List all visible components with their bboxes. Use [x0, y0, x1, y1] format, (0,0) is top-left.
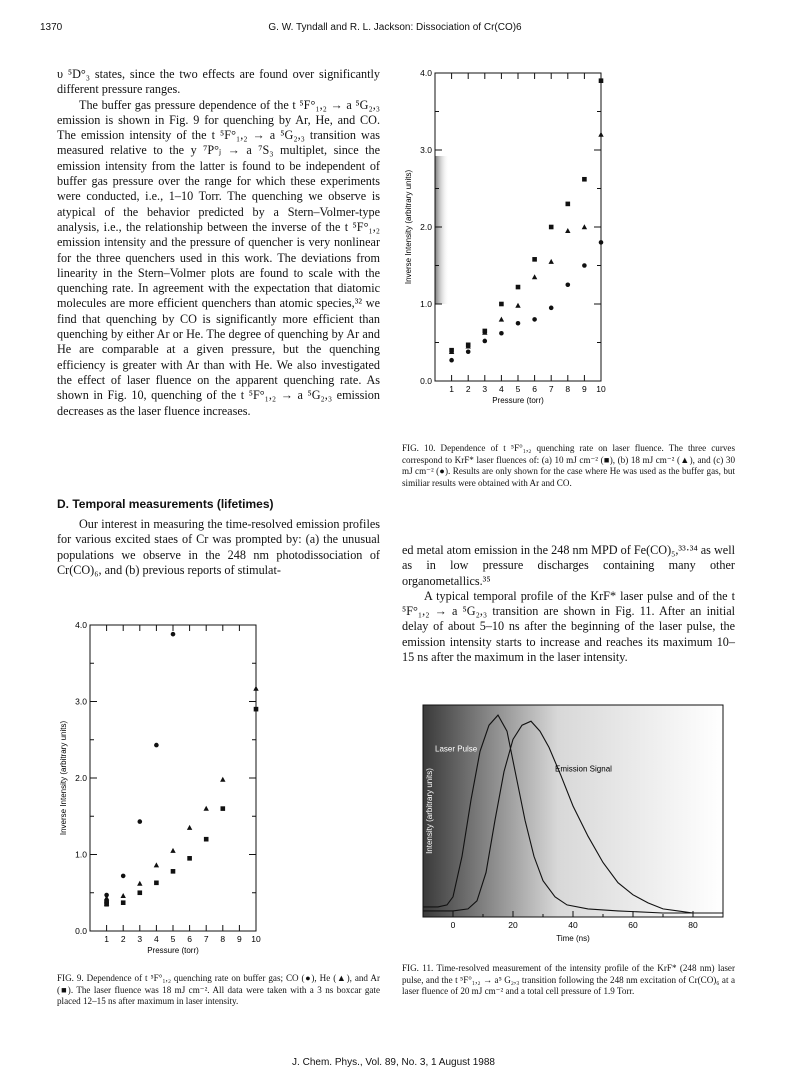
square-data-point — [204, 837, 209, 842]
figure-9-caption: FIG. 9. Dependence of t ⁵F°₁,₂ quenching rate on buffer gas; CO (●), He (▲), and Ar (■). The laser fluence was 18 mJ cm⁻². All data were taken with a 3 ns boxcar gate placed 12–15 ns after maximum in laser intensity. — [57, 973, 380, 1007]
left-column — [57, 67, 380, 419]
circle-data-point — [599, 240, 604, 245]
triangle-data-point — [532, 274, 537, 279]
y-tick-label: 0.0 — [75, 926, 87, 936]
y-axis-label: Inverse Intensity (arbitrary units) — [59, 720, 68, 836]
right-paragraph-2: A typical temporal profile of the KrF* laser pulse and of the t ⁵F°₁,₂ → a ⁵G₂,₃ transition are shown in Fig. 11. After an initial delay of about 5–10 ns after the beginning of the laser pulse, the emission intensity starts to increase and reaches its maximum 10–15 ns after the maximum in the laser intensity. — [402, 588, 735, 665]
triangle-data-point — [170, 848, 175, 853]
x-axis-label: Pressure (torr) — [492, 396, 544, 405]
circle-data-point — [499, 331, 504, 336]
x-tick-label: 10 — [596, 384, 606, 394]
triangle-data-point — [187, 825, 192, 830]
y-tick-label: 2.0 — [420, 222, 432, 232]
plot-frame — [90, 625, 256, 931]
triangle-data-point — [565, 228, 570, 233]
page-footer: J. Chem. Phys., Vol. 89, No. 3, 1 August 1988 — [292, 1057, 495, 1068]
circle-data-point — [171, 632, 176, 637]
circle-data-point — [566, 282, 571, 287]
circle-data-point — [466, 349, 471, 354]
x-tick-label: 1 — [104, 934, 109, 944]
y-tick-label: 0.0 — [420, 376, 432, 386]
x-tick-label: 5 — [170, 934, 176, 944]
square-data-point — [516, 285, 521, 290]
square-data-point — [121, 900, 126, 905]
x-axis-label: Pressure (torr) — [147, 946, 199, 955]
plot-frame — [435, 73, 601, 381]
x-tick-label: 9 — [582, 384, 587, 394]
right-paragraph-1: ed metal atom emission in the 248 nm MPD of Fe(CO)₅,³³·³⁴ as well as in low pressure discharges containing many other organometallics.³⁵ — [402, 543, 735, 588]
x-axis-label: Time (ns) — [556, 934, 590, 943]
triangle-data-point — [499, 317, 504, 322]
y-tick-label: 1.0 — [75, 849, 87, 860]
triangle-data-point — [154, 862, 159, 867]
figure-11-chart — [405, 700, 735, 950]
triangle-data-point — [137, 881, 142, 886]
x-tick-label: 40 — [568, 920, 578, 930]
x-tick-label: 5 — [515, 384, 521, 394]
figure-10-chart — [402, 60, 617, 405]
x-tick-label: 4 — [499, 384, 504, 394]
axis-shading — [435, 156, 449, 304]
circle-data-point — [483, 339, 488, 344]
triangle-data-point — [253, 686, 258, 691]
square-data-point — [154, 881, 159, 886]
x-tick-label: 8 — [565, 384, 571, 394]
left-paragraph-1: υ ⁵D°₃ states, since the two effects are found over significantly different pressure ranges. — [57, 67, 380, 97]
square-data-point — [499, 302, 504, 307]
x-tick-label: 3 — [137, 934, 143, 944]
circle-data-point — [154, 743, 159, 748]
square-data-point — [104, 900, 109, 905]
x-tick-label: 2 — [465, 384, 471, 394]
square-data-point — [582, 177, 587, 182]
y-tick-label: 3.0 — [420, 145, 432, 155]
figure-11-caption: FIG. 11. Time-resolved measurement of the intensity profile of the KrF* (248 nm) laser pulse, and the t ⁵F°₁,₂ → a⁵ G₂,₃ transition following the 248 nm excitation of Cr(CO)₆ at a laser fluence of 20 mJ cm⁻² and a total cell pressure of 1.9 Torr. — [402, 963, 735, 997]
square-data-point — [187, 856, 192, 861]
x-tick-label: 10 — [251, 934, 261, 944]
square-data-point — [254, 707, 259, 712]
page-number: 1370 — [40, 22, 63, 33]
figure-9-chart — [57, 620, 272, 960]
y-axis-label: Intensity (arbitrary units) — [425, 768, 434, 854]
section-heading: D. Temporal measurements (lifetimes) — [57, 497, 274, 511]
x-tick-label: 1 — [449, 384, 454, 394]
x-tick-label: 9 — [237, 934, 242, 944]
square-data-point — [566, 202, 571, 207]
square-data-point — [599, 78, 604, 83]
emission-signal-label: Emission Signal — [555, 764, 612, 774]
x-tick-label: 2 — [120, 934, 126, 944]
triangle-data-point — [515, 303, 520, 308]
x-tick-label: 6 — [532, 384, 537, 394]
circle-data-point — [549, 306, 554, 311]
circle-data-point — [532, 317, 537, 322]
y-tick-label: 4.0 — [75, 620, 87, 630]
circle-data-point — [516, 321, 521, 326]
triangle-data-point — [121, 893, 126, 898]
x-tick-label: 8 — [220, 934, 226, 944]
plot-background — [423, 705, 723, 917]
y-tick-label: 3.0 — [75, 696, 87, 707]
x-tick-label: 20 — [508, 920, 518, 930]
left-paragraph-2: The buffer gas pressure dependence of the t ⁵F°₁,₂ → a ⁵G₂,₃ emission is shown in Fig. 9 for quenching by Ar, He, and CO. The emission intensity of the t ⁵F°₁,₂ → a ⁵G₂,₃ transition was measured relative to the y ⁷P°ⱼ → a ⁷S₃ multiplet, since the emission intensity from the latter is found to be independent of buffer gas pressure over the range for which these experiments were conducted, i.e., 1–10 Torr. The quenching we observe is atypical of the behavior predicted by a Stern–Volmer-type analysis, i.e., the relationship between the inverse of the t ⁵F°₁,₂ emission intensity and the pressure of quencher is very nonlinear for the three quenchers used in this work. The deviations from linearity in the Stern–Volmer plots are found to scale with the quenching rate. In agreement with the expectation that diatomic molecules are more efficient quenchers than atomic species,³² we find that quenching by CO is significantly more efficient than quenching by either Ar or He. The degree of quenching by Ar and He are comparable at a given pressure, but the quenching efficiency is greater with Ar than with He. We also investigated the effect of laser fluence on the apparent quenching rate. As shown in Fig. 10, quenching of the t ⁵F°₁,₂ → a ⁵G₂,₃ emission decreases as the laser fluence increases. — [57, 97, 380, 418]
laser-pulse-label: Laser Pulse — [435, 744, 478, 754]
y-axis-label: Inverse Intensity (arbitrary units) — [404, 169, 413, 285]
right-column-text — [402, 543, 735, 665]
square-data-point — [221, 806, 226, 811]
triangle-data-point — [582, 224, 587, 229]
circle-data-point — [582, 263, 587, 268]
square-data-point — [138, 890, 143, 895]
x-tick-label: 7 — [548, 384, 554, 394]
x-tick-label: 60 — [628, 920, 638, 930]
y-tick-label: 2.0 — [75, 773, 87, 783]
triangle-data-point — [204, 806, 209, 811]
x-tick-label: 7 — [203, 934, 209, 944]
x-tick-label: 3 — [482, 384, 488, 394]
x-tick-label: 4 — [154, 934, 159, 944]
figure-10-caption: FIG. 10. Dependence of t ⁵F°₁,₂ quenching rate on laser fluence. The three curves correspond to KrF* laser fluences of: (a) 10 mJ cm⁻² (■), (b) 18 mJ cm⁻² (▲), and (c) 30 mJ cm⁻² (●). Results are only shown for the case where He was used as the buffer gas, but similiar results were obtained with Ar and CO. — [402, 443, 735, 488]
x-tick-label: 80 — [688, 920, 698, 930]
circle-data-point — [121, 874, 126, 879]
y-tick-label: 4.0 — [420, 68, 432, 78]
triangle-data-point — [598, 132, 603, 137]
square-data-point — [549, 225, 554, 230]
left-column-continued — [57, 517, 380, 578]
circle-data-point — [449, 358, 454, 363]
x-tick-label: 6 — [187, 934, 192, 944]
square-data-point — [532, 257, 537, 262]
square-data-point — [171, 869, 176, 874]
x-tick-label: 0 — [450, 920, 456, 930]
running-title: G. W. Tyndall and R. L. Jackson: Dissociation of Cr(CO)6 — [268, 22, 522, 33]
y-tick-label: 1.0 — [420, 299, 432, 309]
left-paragraph-3: Our interest in measuring the time-resolved emission profiles for various excited staes of Cr was prompted by: (a) the unusual populations we observe in the 248 nm photodissociation of Cr(CO)₆, and (b) previous reports of stimulat- — [57, 517, 380, 577]
triangle-data-point — [220, 777, 225, 782]
circle-data-point — [138, 819, 143, 824]
triangle-data-point — [549, 259, 554, 264]
